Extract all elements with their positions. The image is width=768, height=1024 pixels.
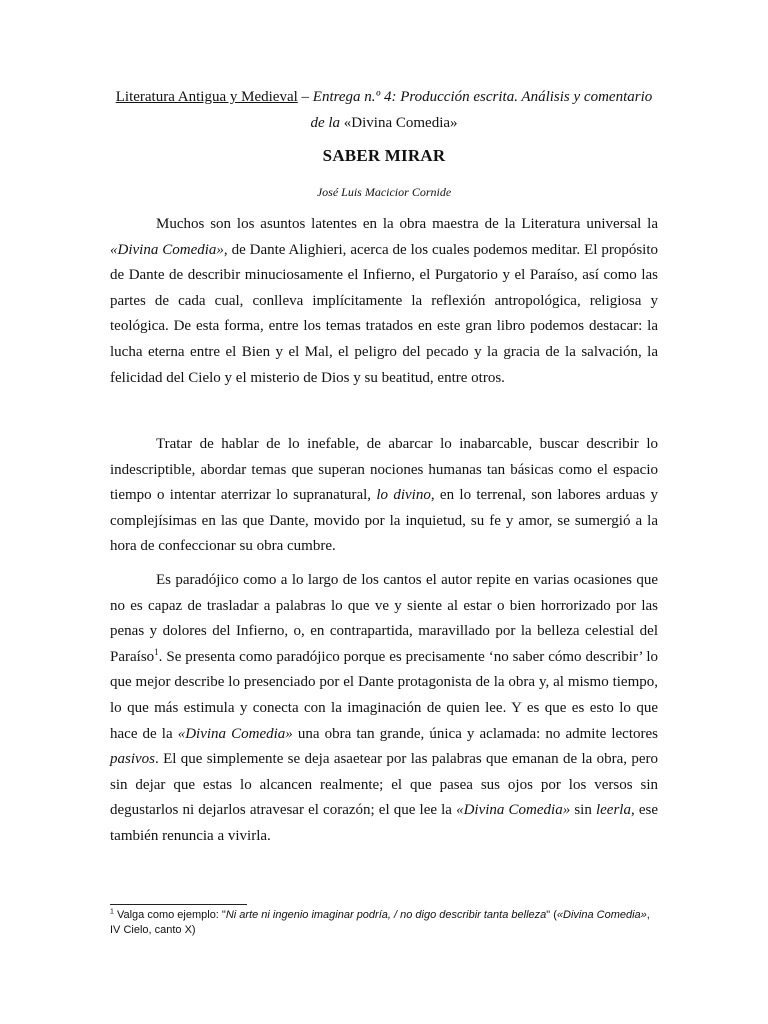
paragraph-2-text-a: Tratar de hablar de lo inefable, de abarcar lo inabarcable, buscar describir lo indescriptible, abordar temas que superan nociones humanas tan básicas como el espacio tiempo o intentar aterrizar lo supranatural, bbox=[110, 436, 658, 504]
header-dash: – bbox=[297, 89, 313, 105]
paragraph-3-text-a: Es paradójico como a lo largo de los cantos el autor repite en varias ocasiones que no es capaz de trasladar a palabras lo que ve y siente al estar o bien horrorizado por las penas y dolores del Infierno, o, en contrapartida, maravillado por la belleza celestial del Paraíso bbox=[110, 572, 658, 665]
assignment-title: Entrega n.º 4: Producción escrita. Análisis y comentario de la bbox=[310, 89, 653, 131]
paragraph-3-text-f: . El que simplemente se deja asaetear por las palabras que emanan de la obra, pero sin dejar que estas lo alcancen realmente; el que pasea sus ojos por los versos sin degustarlos ni dejarlos atravesar el corazón; el que lee la bbox=[110, 751, 658, 819]
paragraph-3-text-j: , ese también renuncia a vivirla. bbox=[110, 802, 658, 844]
footnote bbox=[110, 908, 658, 938]
document-title: SABER MIRAR bbox=[322, 146, 446, 165]
paragraph-1 bbox=[110, 212, 658, 391]
paragraph-3 bbox=[110, 568, 658, 850]
paragraph-2 bbox=[110, 432, 658, 560]
paragraph-3-text-h: sin bbox=[570, 802, 596, 819]
footnote-text-c: , IV Cielo, canto X) bbox=[110, 909, 650, 936]
paragraph-2-text-c: , en lo terrenal, son labores arduas y complejísimas en las que Dante, movido por la inquietud, su fe y amor, se sumergió a la hora de confeccionar su obra cumbre. bbox=[110, 487, 658, 555]
paragraph-3-work-title-2: «Divina Comedia» bbox=[456, 802, 571, 819]
footnote-work-title: «Divina Comedia» bbox=[556, 909, 647, 921]
paragraph-3-text-b: . Se presenta como paradójico porque es precisamente ‘no saber cómo describir’ lo que mejor describe lo presenciado por el Dante protagonista de la obra y, al mismo tiempo, lo que más estimula y conecta con la imaginación de quien lee. Y es que es esto lo que hace de la bbox=[110, 648, 658, 742]
paragraph-1-text-a: Muchos son los asuntos latentes en la obra maestra de la Literatura universal la bbox=[156, 216, 658, 232]
footnote-reference[interactable]: 1 bbox=[154, 646, 159, 657]
paragraph-1-work-title: «Divina Comedia» bbox=[110, 241, 224, 258]
footnote-quote: Ni arte ni ingenio imaginar podría, / no digo describir tanta belleza bbox=[225, 909, 547, 921]
footnote-number: 1 bbox=[110, 908, 114, 916]
footnote-separator bbox=[110, 904, 247, 905]
course-name: Literatura Antigua y Medieval bbox=[115, 89, 298, 105]
author-name: José Luis Macicior Cornide bbox=[316, 185, 452, 199]
paragraph-3-text-d: una obra tan grande, única y aclamada: no admite lectores bbox=[292, 725, 658, 742]
paragraph-1-text-c: , de Dante Alighieri, acerca de los cuales podemos meditar. El propósito de Dante de describir minuciosamente el Infierno, el Purgatorio y el Paraíso, así como las partes de cada cual, conlleva implícitamente la reflexión antropológica, religiosa y teológica. De esta forma, entre los temas tratados en este gran libro podemos destacar: la lucha eterna entre el Bien y el Mal, el peligro del pecado y la gracia de la salvación, la felicidad del Cielo y el misterio de Dios y su beatitud, entre otros. bbox=[110, 241, 658, 386]
header-work-title: «Divina Comedia» bbox=[340, 115, 458, 131]
footnote-text-b: " ( bbox=[546, 909, 557, 921]
paragraph-3-work-title-1: «Divina Comedia» bbox=[177, 725, 293, 742]
paragraph-2-emphasis: lo divino bbox=[376, 487, 431, 504]
footnote-text-a: Valga como ejemplo: " bbox=[113, 909, 226, 921]
paragraph-3-emphasis-leerla: leerla bbox=[595, 802, 631, 819]
document-header bbox=[110, 84, 658, 136]
paragraph-3-emphasis-pasivos: pasivos bbox=[110, 751, 155, 768]
